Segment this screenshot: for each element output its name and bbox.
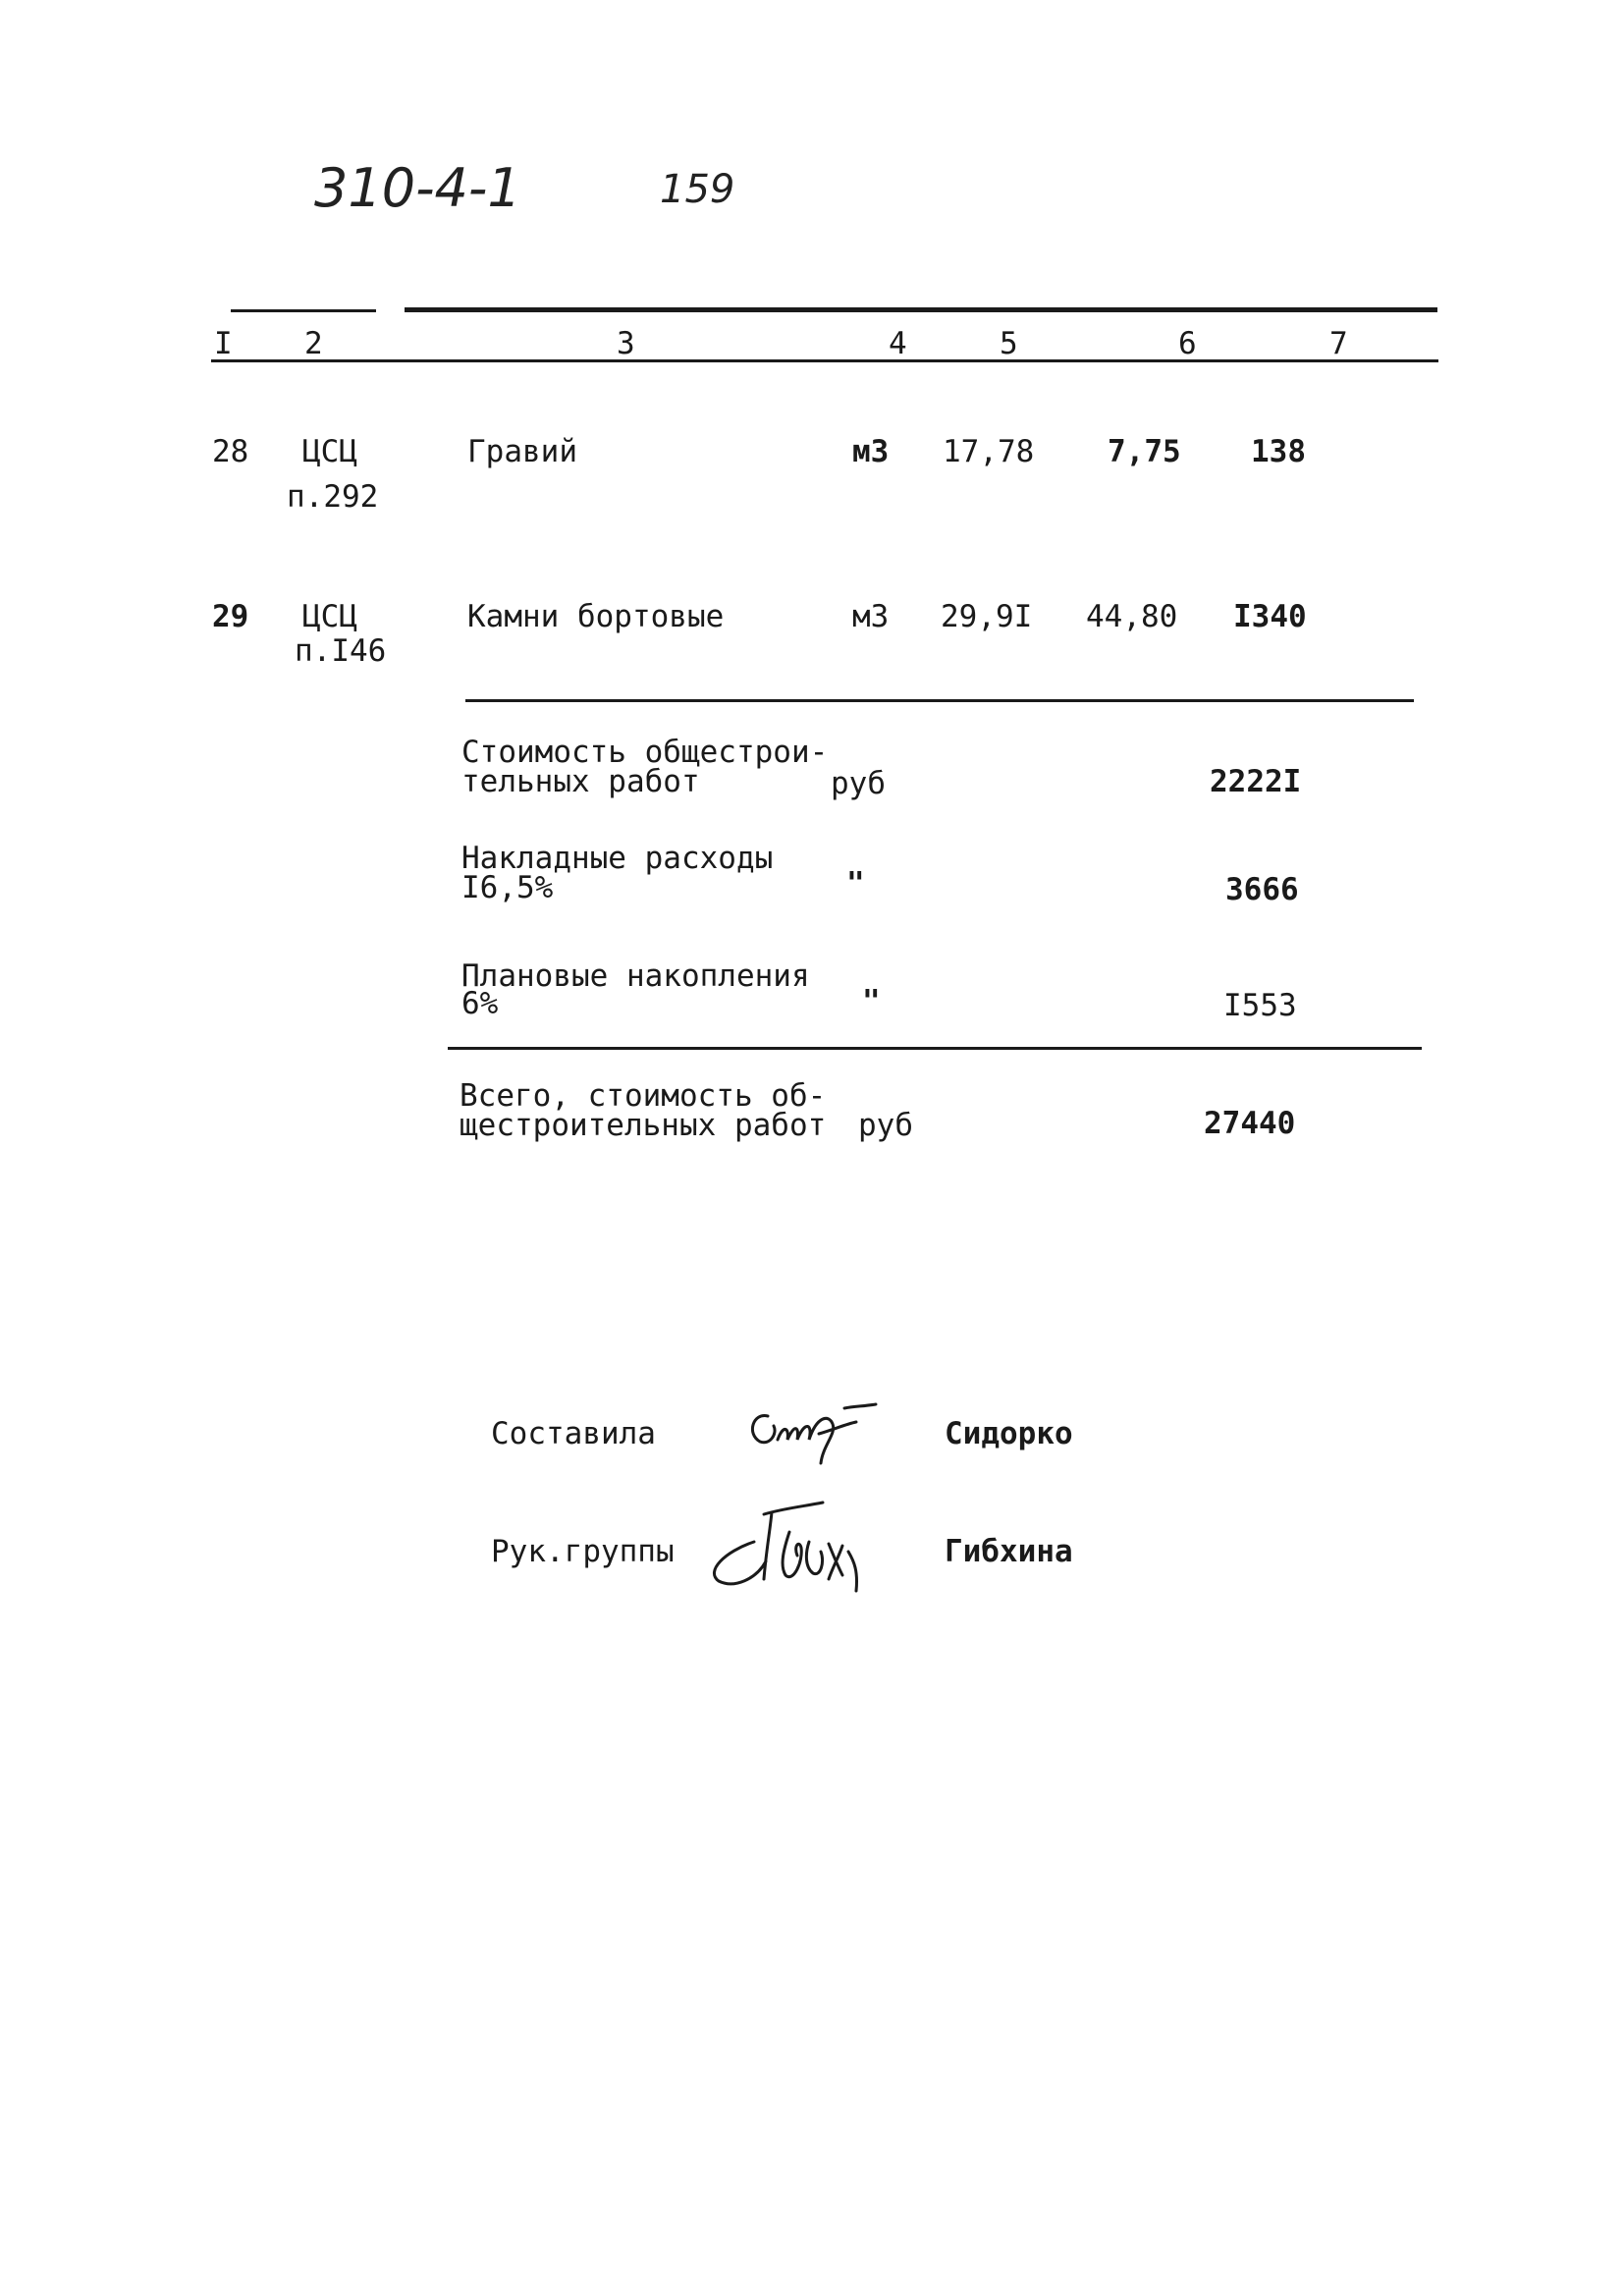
row-unit-price: 7,75 — [1108, 434, 1181, 469]
summary-label-line2: щестроительных работ — [460, 1108, 827, 1143]
handwritten-signature-icon — [738, 1394, 886, 1473]
row-total: I340 — [1233, 599, 1307, 634]
column-number-4: 4 — [889, 326, 907, 361]
summary-label-line1: Всего, стоимость об- — [460, 1078, 827, 1114]
summary-label-line1: Накладные расходы — [461, 841, 774, 876]
summary-label-line2: I6,5% — [461, 870, 554, 905]
summary-unit: " — [846, 866, 865, 902]
summary-label-line2: 6% — [461, 986, 499, 1021]
column-number-5: 5 — [1000, 326, 1018, 361]
row-quantity: 17,78 — [943, 434, 1035, 469]
summary-unit: руб — [831, 766, 886, 801]
signature-label: Составила — [491, 1416, 656, 1451]
column-number-1: I — [214, 326, 233, 361]
row-quantity: 29,9I — [941, 599, 1033, 634]
row-name: Гравий — [467, 434, 577, 469]
summary-value: 27440 — [1204, 1106, 1296, 1141]
row-number: 28 — [212, 434, 249, 469]
header-rule-right — [405, 307, 1437, 312]
summary-value: 3666 — [1225, 872, 1299, 907]
row-source: ЦСЦ — [302, 599, 357, 634]
signature-name: Гибхина — [945, 1534, 1073, 1569]
row-total: 138 — [1251, 434, 1306, 469]
summary-label-line1: Стоимость общестрои- — [461, 735, 829, 770]
row-source-item: п.292 — [287, 479, 379, 515]
summary-unit: руб — [858, 1108, 913, 1143]
signature-label: Рук.группы — [491, 1534, 675, 1569]
summary-top-rule — [465, 699, 1414, 702]
row-unit-price: 44,80 — [1086, 599, 1178, 634]
header-rule-left — [231, 309, 376, 312]
row-unit: м3 — [852, 434, 890, 469]
summary-unit: " — [862, 984, 881, 1019]
page-number: 159 — [660, 167, 735, 212]
row-unit: м3 — [852, 599, 890, 634]
row-source-item: п.I46 — [295, 633, 387, 669]
grand-total-rule — [448, 1047, 1422, 1050]
summary-label-line2: тельных работ — [461, 764, 700, 799]
handwritten-signature-icon — [695, 1493, 882, 1601]
summary-value: I553 — [1223, 988, 1297, 1023]
row-source: ЦСЦ — [302, 434, 357, 469]
column-number-3: 3 — [617, 326, 635, 361]
column-number-2: 2 — [304, 326, 323, 361]
column-number-underline — [211, 359, 1438, 362]
column-number-6: 6 — [1178, 326, 1197, 361]
doc-code: 310-4-1 — [314, 157, 521, 219]
column-number-7: 7 — [1329, 326, 1348, 361]
row-name: Камни бортовые — [467, 599, 725, 634]
summary-label-line1: Плановые накопления — [461, 958, 810, 994]
signature-name: Сидорко — [945, 1416, 1073, 1451]
summary-value: 2222I — [1210, 764, 1302, 799]
row-number: 29 — [212, 599, 249, 634]
